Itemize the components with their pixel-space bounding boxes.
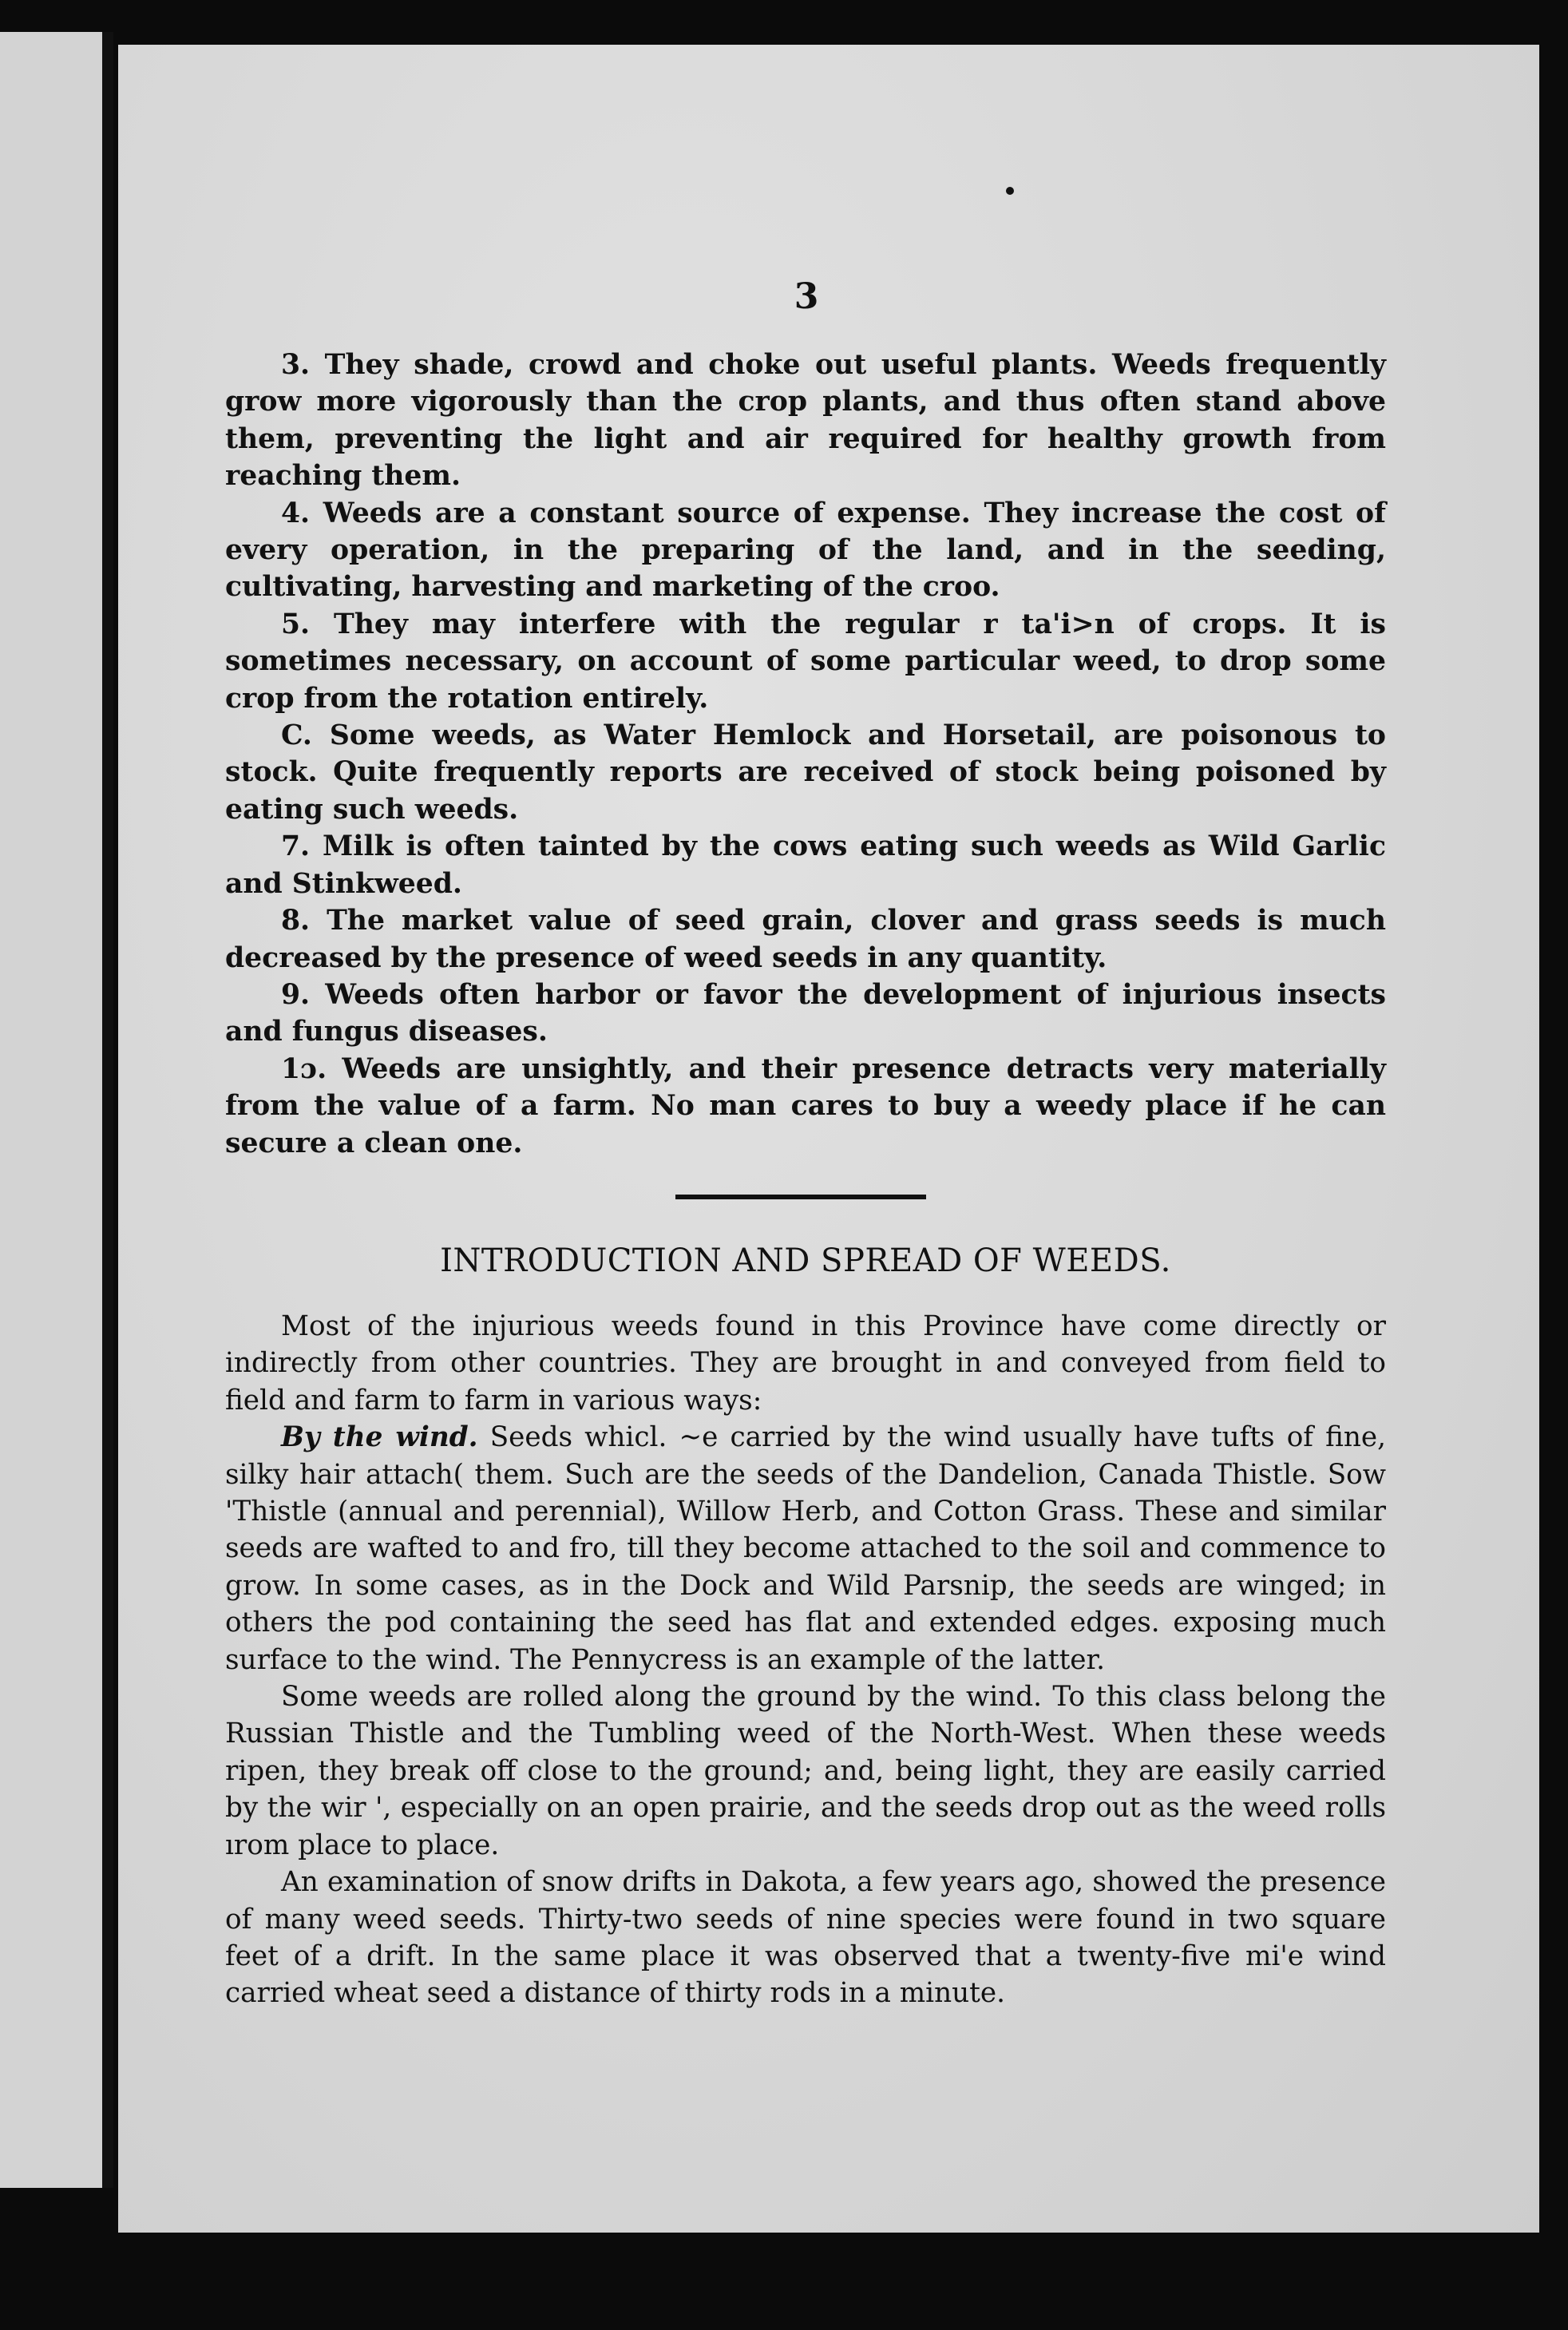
binding-gutter [102,32,113,2188]
wind-paragraph [225,1419,1386,1678]
rolled-paragraph: Some weeds are rolled along the ground by the wind. To this class belong the Russian Thistle and the Tumbling weed of the North-West. When these weeds ripen, they break off close to the ground; and, being light, they are easily carried by the wir ', especially on an open prairie, and the seeds drop out as the weed rolls ırom place to place. [225,1681,1386,1861]
list-item: 1ɔ. Weeds are unsightly, and their presence detracts very materially from the value of a farm. No man cares to buy a weedy place if he can secure a clean one. [225,1052,1386,1159]
book-page [118,45,1539,2233]
reasons-list [225,347,1386,1162]
list-item: 8. The market value of seed grain, clover and grass seeds is much decreased by the presence of weed seeds in any quantity. [225,905,1386,974]
list-item: 4. Weeds are a constant source of expense. They increase the cost of every operation, in the preparing of the land, and in the seeding, cultivating, harvesting and marketing of the croo. [225,497,1386,604]
wind-lead: By the wind. [281,1421,478,1454]
list-item: 3. They shade, crowd and choke out useful plants. Weeds frequently grow more vigorously than the crop plants, and thus often stand above them, preventing the light and air required for healthy growth from reaching them. [225,349,1386,493]
section-heading: INTRODUCTION AND SPREAD OF WEEDS. [440,1242,1171,1279]
section-body [225,1308,1386,2012]
ink-speck [1006,187,1014,195]
list-item: C. Some weeds, as Water Hemlock and Horsetail, are poisonous to stock. Quite frequently reports are received of stock being poisoned by eating such weeds. [225,719,1386,826]
list-item: 9. Weeds often harbor or favor the development of injurious insects and fungus diseases. [225,978,1386,1048]
facing-page-edge [0,32,112,2188]
intro-paragraph: Most of the injurious weeds found in this Province have come directly or indirectly from other countries. They are brought in and conveyed from field to field and farm to farm in various ways: [225,1310,1386,1417]
list-item: 7. Milk is often tainted by the cows eating such weeds as Wild Garlic and Stinkweed. [225,830,1386,900]
section-divider [675,1195,926,1199]
page-number: 3 [794,276,819,317]
wind-text: Seeds whicl. ~e carried by the wind usually have tufts of fine, silky hair attach( them. Such are the seeds of the Dandelion, Canada Thistle. Sow 'Thistle (annual and perennial), Willow Herb, and Cotton Grass. These and similar seeds are wafted to and fro, till they become attached to the soil and commence to grow. In some cases, as in the Dock and Wild Parsnip, the seeds are winged; in others the pod containing the seed has flat and extended edges. exposing much surface to the wind. The Pennycress is an example of the latter. [225,1421,1386,1676]
list-item: 5. They may interfere with the regular r ta'i>n of crops. It is sometimes necessary, on account of some particular weed, to drop some crop from the rotation entirely. [225,608,1386,715]
snow-paragraph: An examination of snow drifts in Dakota, a few years ago, showed the presence of many weed seeds. Thirty-two seeds of nine species were found in two square feet of a drift. In the same place it was observed that a twenty-five mi'e wind carried wheat seed a distance of thirty rods in a minute. [225,1866,1386,2010]
